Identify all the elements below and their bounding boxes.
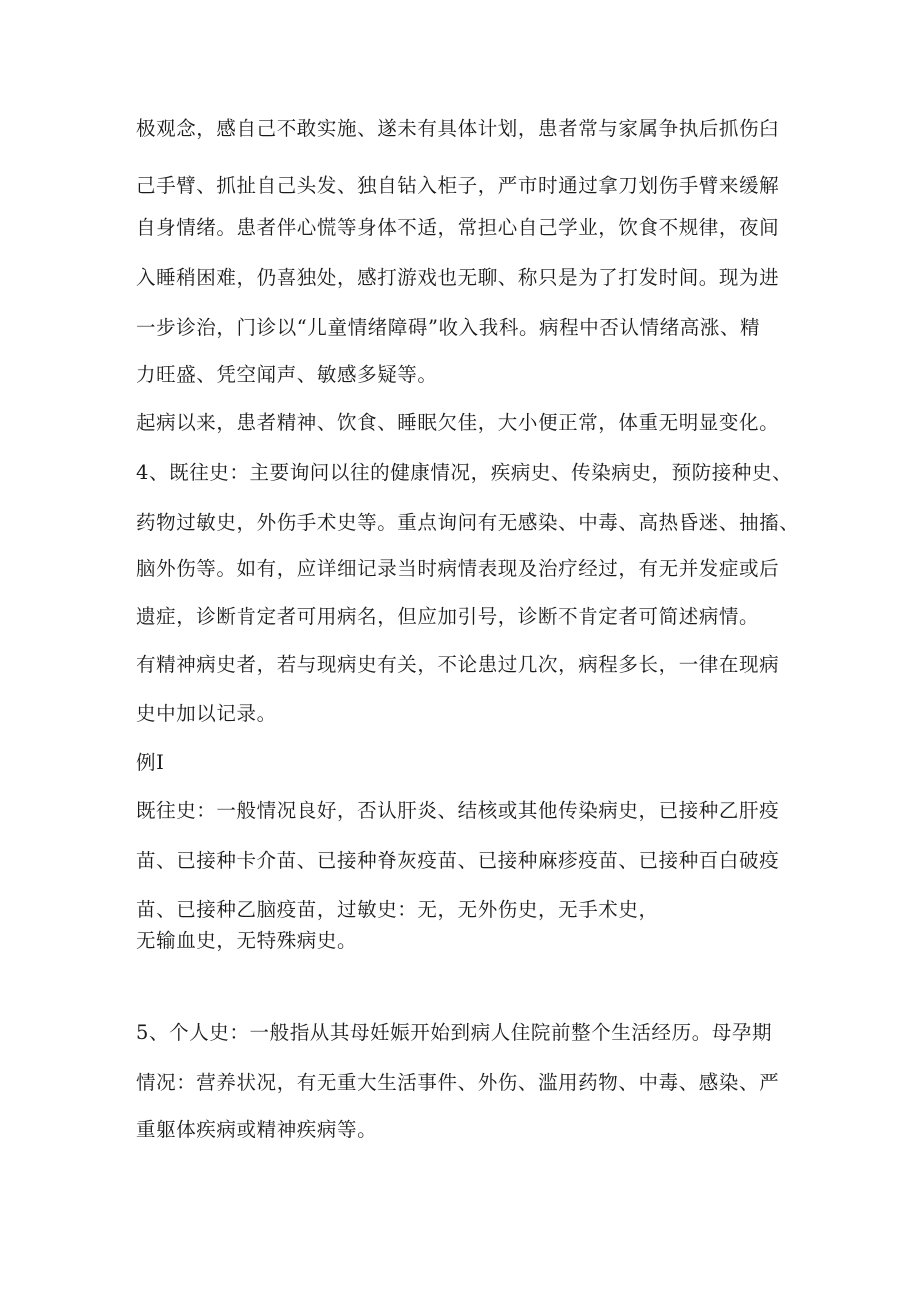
text-line: 一步诊治，门诊以“儿童情绪障碍”收入我科。病程中否认情绪高涨、精	[136, 316, 761, 339]
text-line: 脑外伤等。如有，应详细记录当时病情表现及治疗经过，有无并发症或后	[136, 557, 780, 580]
text-line: 史中加以记录。	[136, 702, 277, 725]
text-line: 情况：营养状况，有无重大生活事件、外伤、滥用药物、中毒、感染、严	[136, 1071, 780, 1094]
text-line: 无输血史，无特殊病史。	[136, 929, 358, 952]
example-label: 例I	[136, 751, 165, 774]
text-line: 苗、已接种乙脑疫苗，过敏史：无，无外伤史，无手术史，	[136, 898, 659, 921]
text-line: 既往史：一般情况良好，否认肝炎、结核或其他传染病史，已接种乙肝疫	[136, 799, 780, 822]
text-line: 入睡稍困难，仍喜独处，感打游戏也无聊、称只是为了打发时间。现为进	[136, 266, 780, 289]
text-line: 药物过敏史，外伤手术史等。重点询问有无感染、中毒、高热昏迷、抽搐、	[136, 511, 800, 534]
text-line: 己手臂、抓扯自己头发、独自钻入柜子，严市时通过拿刀划伤手臂来缓解	[136, 174, 780, 197]
text-line: 遗症，诊断肯定者可用病名，但应加引号，诊断不肯定者可简述病情。	[136, 605, 760, 628]
section-heading-line: 4、既往史：主要询问以往的健康情况，疾病史、传染病史，预防接种史、	[136, 461, 793, 484]
text-line: 力旺盛、凭空闻声、敏感多疑等。	[136, 363, 438, 386]
section-heading-line: 5、个人史：一般指从其母妊娠开始到病人住院前整个生活经历。母孕期	[136, 1021, 773, 1044]
text-line: 有精神病史者，若与现病史有关，不论患过几次，病程多长，一律在现病	[136, 653, 780, 676]
text-line: 起病以来，患者精神、饮食、睡眠欠佳，大小便正常，体重无明显变化。	[136, 411, 780, 434]
text-line: 自身情绪。患者伴心慌等身体不适，常担心自己学业，饮食不规律，夜间	[136, 216, 780, 239]
text-line: 重躯体疾病或精神疾病等。	[136, 1118, 378, 1141]
text-line: 苗、已接种卡介苗、已接种脊灰疫苗、已接种麻疹疫苗、已接种百白破疫	[136, 849, 780, 872]
text-line: 极观念，感自己不敢实施、遂未有具体计划，患者常与家属争执后抓伤臼	[136, 117, 780, 140]
